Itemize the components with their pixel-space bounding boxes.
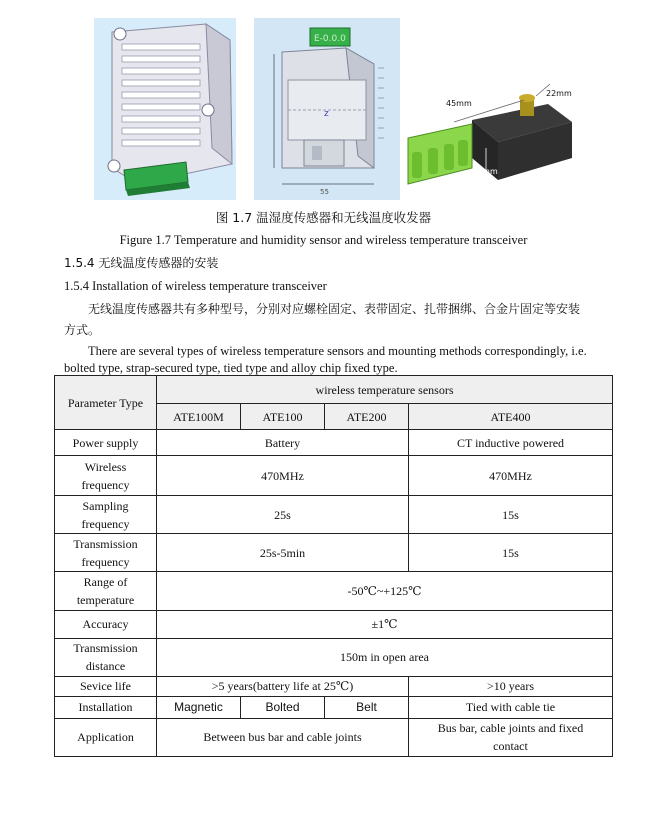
row-label: Range of temperature <box>55 572 157 610</box>
height-dimension-label: 14mm <box>472 167 498 176</box>
svg-text:55: 55 <box>320 188 329 196</box>
svg-text:E-0.0.0: E-0.0.0 <box>314 34 346 44</box>
row-label: Wireless frequency <box>55 456 157 496</box>
table-cell: ±1℃ <box>157 610 613 638</box>
temperature-humidity-sensor-image <box>94 18 236 200</box>
parameter-type-header: Parameter Type <box>55 376 157 430</box>
section-heading-english: 1.5.4 Installation of wireless temperature transceiver <box>64 279 327 293</box>
table-cell: Bus bar, cable joints and fixed contact <box>409 718 613 756</box>
table-cell: 15s <box>409 496 613 534</box>
table-cell: Bolted <box>241 696 325 718</box>
table-cell: -50℃~+125℃ <box>157 572 613 610</box>
row-label: Accuracy <box>55 610 157 638</box>
table-row <box>55 676 613 696</box>
table-cell: 470MHz <box>157 456 409 496</box>
row-label: Transmission frequency <box>55 534 157 572</box>
row-label: Sevice life <box>55 676 157 696</box>
wireless-transceiver-drawing-image <box>254 18 400 200</box>
paragraph-chinese-line-1: 无线温度传感器共有多种型号，分别对应螺栓固定、表带固定、扎带捆绑、合金片固定等安装 <box>88 302 581 316</box>
table-row <box>55 638 613 676</box>
table-row <box>55 534 613 572</box>
table-cell: Belt <box>325 696 409 718</box>
table-cell: 25s <box>157 496 409 534</box>
table-cell: >10 years <box>409 676 613 696</box>
paragraph-english-line-2: bolted type, strap-secured type, tied type and alloy chip fixed type. <box>64 361 398 375</box>
table-row <box>55 696 613 718</box>
table-row <box>55 572 613 610</box>
table-row <box>55 496 613 534</box>
figure-caption-english: Figure 1.7 Temperature and humidity sensor and wireless temperature transceiver <box>119 233 528 247</box>
table-cell: Tied with cable tie <box>409 696 613 718</box>
table-cell: Battery <box>157 430 409 456</box>
sensor-spec-table <box>54 375 613 757</box>
model-header: ATE400 <box>409 404 613 430</box>
wireless-temperature-sensor-photo <box>400 18 576 200</box>
table-cell: Magnetic <box>157 696 241 718</box>
table-cell: 470MHz <box>409 456 613 496</box>
table-row <box>55 430 613 456</box>
row-label: Power supply <box>55 430 157 456</box>
model-header: ATE200 <box>325 404 409 430</box>
length-dimension-label: 45mm <box>446 99 472 108</box>
table-cell: 150m in open area <box>157 638 613 676</box>
row-label: Installation <box>55 696 157 718</box>
row-label: Sampling frequency <box>55 496 157 534</box>
model-header: ATE100M <box>157 404 241 430</box>
model-header: ATE100 <box>241 404 325 430</box>
svg-text:z: z <box>324 109 329 119</box>
table-cell: 25s-5min <box>157 534 409 572</box>
table-row <box>55 456 613 496</box>
section-heading-chinese: 1.5.4 无线温度传感器的安装 <box>64 256 219 270</box>
width-dimension-label: 22mm <box>546 89 572 98</box>
table-cell: >5 years(battery life at 25℃) <box>157 676 409 696</box>
table-cell: 15s <box>409 534 613 572</box>
table-cell: Between bus bar and cable joints <box>157 718 409 756</box>
row-label: Application <box>55 718 157 756</box>
table-row <box>55 718 613 756</box>
group-header: wireless temperature sensors <box>157 376 613 404</box>
row-label: Transmission distance <box>55 638 157 676</box>
figure-caption-chinese: 图 1.7 温湿度传感器和无线温度收发器 <box>215 210 432 225</box>
paragraph-chinese-line-2: 方式。 <box>64 323 101 337</box>
table-row <box>55 610 613 638</box>
table-cell: CT inductive powered <box>409 430 613 456</box>
paragraph-english-line-1: There are several types of wireless temperature sensors and mounting methods correspondingly, i.e. <box>88 344 587 358</box>
